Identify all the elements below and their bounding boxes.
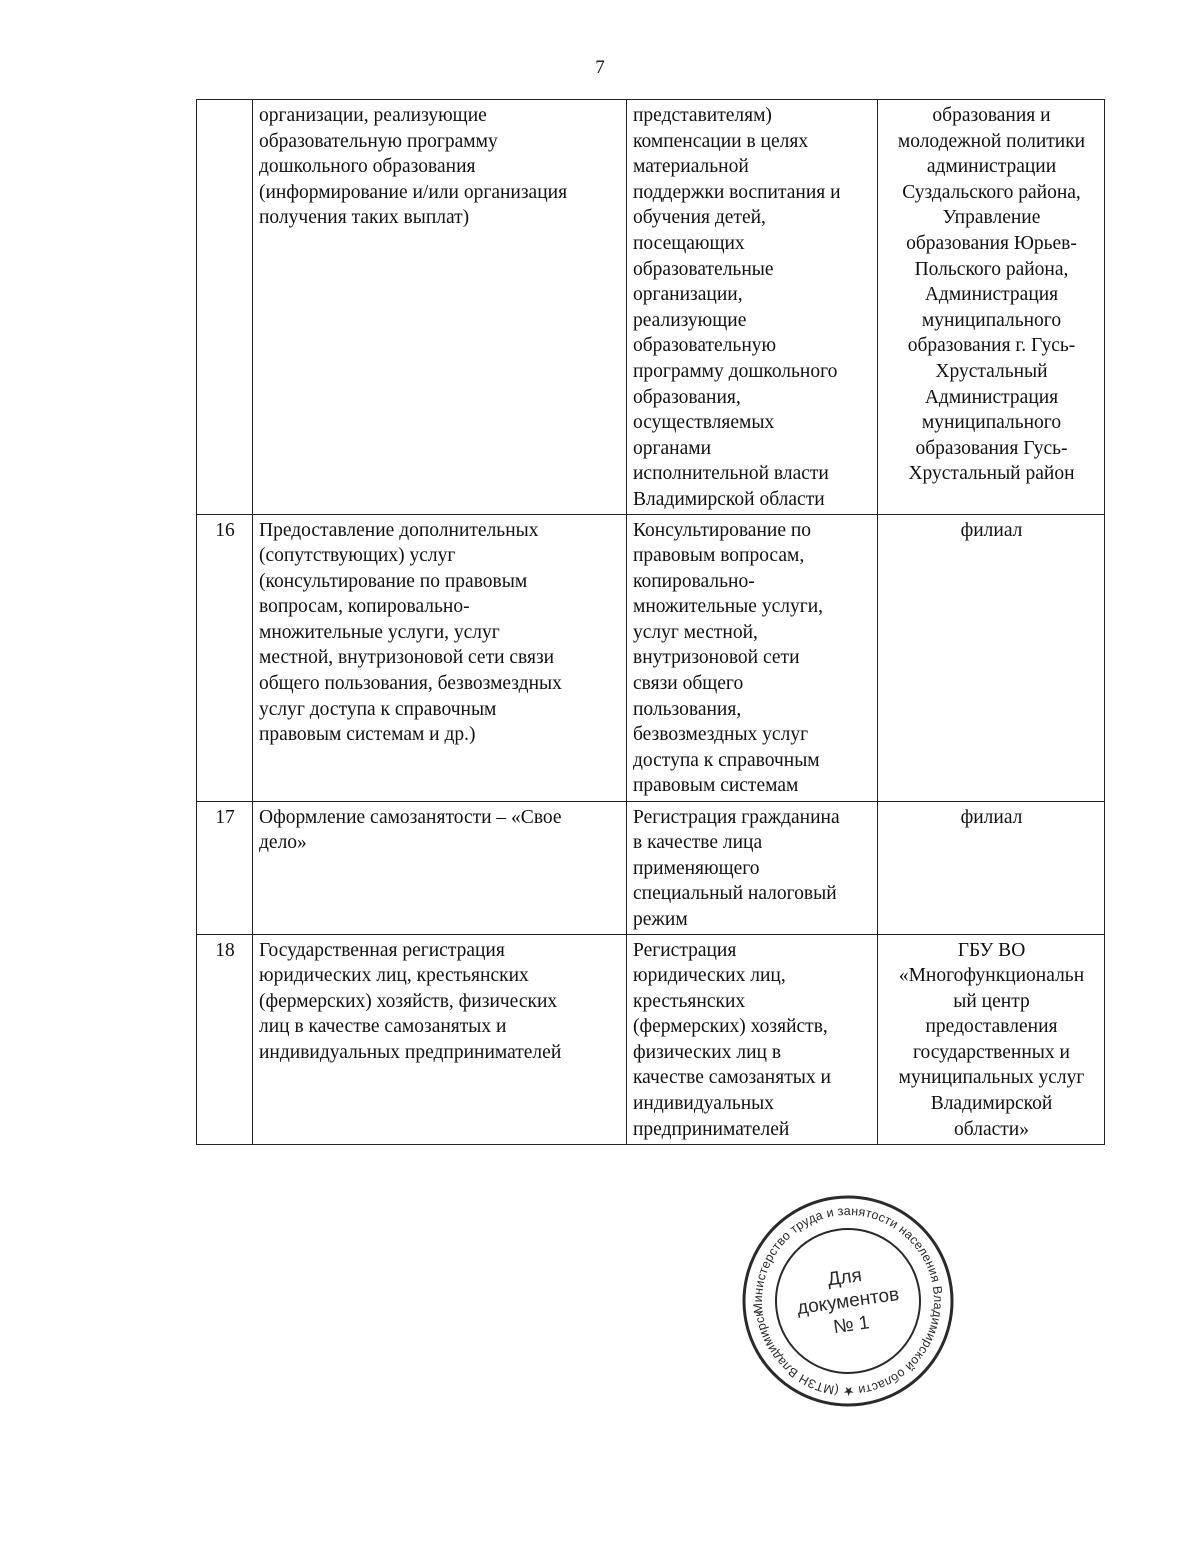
responsible-organization: филиал	[878, 801, 1105, 934]
row-number: 17	[197, 801, 253, 934]
row-number: 18	[197, 934, 253, 1144]
stamp-ring-text: Министерство труда и занятости населения Владимирской области ★ (МТЗН Владимирской	[750, 1203, 946, 1399]
responsible-organization: ГБУ ВО «Многофункциональн ый центр предоставления государственных и муниципальных услуг Владимирской области»	[878, 934, 1105, 1144]
stamp-center-line3: № 1	[832, 1312, 871, 1339]
responsible-organization: образования и молодежной политики администрации Суздальского района, Управление образования Юрьев- Польского района, Администрация муниципального образования г. Гусь- Хрустальный Администрация муниципального образования Гусь- Хрустальный район	[878, 100, 1105, 515]
table-row	[197, 514, 1105, 801]
service-name: Государственная регистрация юридических лиц, крестьянских (фермерских) хозяйств, физических лиц в качестве самозанятых и индивидуальных предпринимателей	[253, 934, 627, 1144]
row-number	[197, 100, 253, 515]
stamp-center-line2: документов	[795, 1283, 901, 1320]
stamp-ink	[740, 1193, 956, 1409]
service-name: организации, реализующие образовательную программу дошкольного образования (информирование и/или организация получения таких выплат)	[253, 100, 627, 515]
service-name: Предоставление дополнительных (сопутствующих) услуг (консультирование по правовым вопросам, копировально- множительные услуги, услуг местной, внутризоновой сети связи общего пользования, безвозмездных услуг доступа к справочным правовым системам и др.)	[253, 514, 627, 801]
service-description: Регистрация гражданина в качестве лица применяющего специальный налоговый режим	[627, 801, 878, 934]
row-number: 16	[197, 514, 253, 801]
service-description: представителям) компенсации в целях материальной поддержки воспитания и обучения детей, посещающих образовательные организации, реализующие образовательную программу дошкольного образования, осуществляемых органами исполнительной власти Владимирской области	[627, 100, 878, 515]
service-description: Консультирование по правовым вопросам, копировально- множительные услуги, услуг местной, внутризоновой сети связи общего пользования, безвозмездных услуг доступа к справочным правовым системам	[627, 514, 878, 801]
services-table	[196, 99, 1105, 1145]
table-row	[197, 100, 1105, 515]
service-description: Регистрация юридических лиц, крестьянских (фермерских) хозяйств, физических лиц в качестве самозанятых и индивидуальных предпринимателей	[627, 934, 878, 1144]
stamp-center-line1: Для	[826, 1264, 864, 1291]
service-name: Оформление самозанятости – «Свое дело»	[253, 801, 627, 934]
page-number: 7	[595, 57, 605, 78]
table-row	[197, 801, 1105, 934]
responsible-organization: филиал	[878, 514, 1105, 801]
official-stamp	[740, 1193, 956, 1409]
table-row	[197, 934, 1105, 1144]
